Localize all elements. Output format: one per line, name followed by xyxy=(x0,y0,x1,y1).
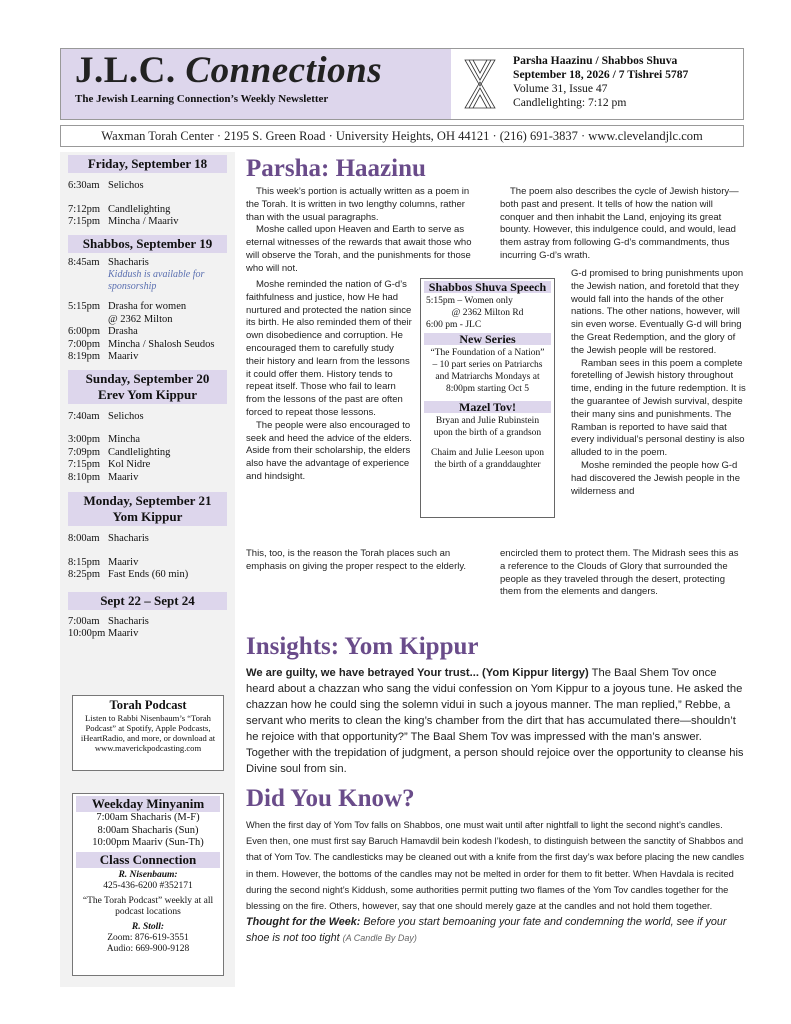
event-name: Shacharis xyxy=(108,533,149,544)
event-time: 7:00pm xyxy=(68,338,101,350)
insights-heading: Insights: Yom Kippur xyxy=(246,633,479,660)
schedule-row xyxy=(60,257,235,270)
series-title: New Series xyxy=(424,333,551,345)
day-header-friday: Friday, September 18 xyxy=(68,155,227,173)
parsha-col-right-narrow xyxy=(571,268,746,498)
event-name: Maariv xyxy=(108,628,139,639)
event-name: Maariv xyxy=(108,351,139,362)
event-time: 8:45am xyxy=(68,256,100,268)
parsha-paragraph: G-d promised to bring punishments upon the Jewish nation, and foretold that they would fall into the hands of the other nations. The other nations, however, will sin even worse. Eventually G-d will bring the Great Redemption, and the glory of the Jewish people will be restored. xyxy=(571,268,744,356)
event-time: 5:15pm xyxy=(68,301,101,312)
event-time: 7:15pm xyxy=(68,459,101,470)
event-time: 8:25pm xyxy=(68,569,101,580)
event-time: 3:00pm xyxy=(68,434,101,445)
series-body: “The Foundation of a Nation” – 10 part series on Patriarchs and Matriarchs Mondays at 8:00pm starting Oct 5 xyxy=(430,348,545,394)
parsha-paragraph: The people were also encouraged to seek and heed the advice of the elders. Aside from their scholarship, the elders also have the advantage of experience and hindsight. xyxy=(246,419,412,482)
day-subtitle: Yom Kippur xyxy=(112,509,183,524)
star-logo-icon xyxy=(451,49,509,119)
rabbi-phone: 425-436-6200 #352171 xyxy=(103,880,193,891)
schedule-row xyxy=(60,616,235,629)
schedule-row xyxy=(60,216,235,229)
day-title: Sunday, September 20 xyxy=(85,370,210,386)
issue-date: September 18, 2026 / 7 Tishrei 5787 xyxy=(513,68,689,81)
event-name: Kol Nidre xyxy=(108,459,151,470)
event-name: Shacharis xyxy=(108,256,149,268)
parsha-col-left-top xyxy=(246,186,484,276)
minyan-row: 8:00am Shacharis (Sun) xyxy=(97,824,199,836)
minyan-row: 10:00pm Maariv (Sun-Th) xyxy=(92,837,204,848)
event-name: Maariv xyxy=(108,471,139,483)
issue-volume: Volume 31, Issue 47 xyxy=(513,82,608,95)
mazel-tov-line: Bryan and Julie Rubinstein upon the birth of a grandson xyxy=(433,416,542,438)
parsha-paragraph: Moshe called upon Heaven and Earth to serve as eternal witnesses of the rewards that await those who will observe the Torah, and the punishments for those who will not. xyxy=(246,224,472,274)
event-time: 7:40am xyxy=(68,410,100,422)
did-you-know-body: When the first day of Yom Tov falls on Shabbos, one must wait until after nightfall to light the second night’s candles. Even then, one must first say Baruch Hamavdil bein kodesh l’kodesh, to distinguish between the sanctity of Shabbos and that of Yom Tov. The candlesticks may be cleaned out with a knife from the first day’s wax before placing the new candles in them. However, the bottoms of the candles may not be melted in order for them to fit better. When Havdala is recited during the second night’s Kiddush, some authorities permit putting two flames of the Yom Tov candles together for the blessing on the fire. Others, however, say that one should merely gaze at the candles and not hold them together. xyxy=(246,820,745,912)
zoom-number: Zoom: 876-619-3551 xyxy=(107,932,189,943)
event-name: Drasha for women xyxy=(108,301,187,312)
parsha-col-left-narrow xyxy=(246,279,414,484)
event-name: Selichos xyxy=(108,180,144,191)
schedule-row xyxy=(60,628,235,641)
day-header-week: Sept 22 – Sept 24 xyxy=(68,592,227,610)
schedule-row xyxy=(60,326,235,339)
title-connections: Connections xyxy=(185,50,383,91)
schedule-row xyxy=(60,569,235,582)
day-title: Monday, September 21 xyxy=(83,493,212,508)
parsha-name: Parsha Haazinu / Shabbos Shuva xyxy=(513,54,678,67)
speech-title: Shabbos Shuva Speech xyxy=(424,281,551,293)
parsha-col-right-bottom xyxy=(500,548,746,599)
schedule-row xyxy=(60,301,235,314)
event-time: 8:15pm xyxy=(68,556,101,568)
day-subtitle: Erev Yom Kippur xyxy=(98,386,197,402)
event-name: Drasha xyxy=(108,326,138,337)
insights-text: The Baal Shem Tov once heard about a chazzan who sang the vidui confession on Yom Kippur to a joyous tune. He asked the chazzan how he could sing the solemn vidui in such a joyous manner. The man replied,” Rebbe, a servant who merits to clean the king’s chamber from the dirt that has accumulated there—shouldn’t he rejoice with that opportunity?” The Baal Shem Tov was impressed with the man’s answer. Together with the trepidation of judgment, a person should rejoice over the opportunity to cleanse his Divine soul from sin. xyxy=(246,667,744,775)
kiddush-note: Kiddush is available for sponsorship xyxy=(108,269,205,292)
parsha-col-left-bottom xyxy=(246,548,484,574)
schedule-row xyxy=(60,557,235,570)
speech-line: 5:15pm – Women only xyxy=(426,296,513,306)
schedule-row xyxy=(60,533,235,546)
schedule-row xyxy=(60,314,235,327)
event-name: Shacharis xyxy=(108,615,149,627)
parsha-paragraph: The poem also describes the cycle of Jewish history— both past and present. It tells of how the nation will conquer and then inhabit the Land, enjoying its great bounty. However, this indulgence could, and would, lead them astray from following G-d’s commandments, thus incurring G-d’s wrath. xyxy=(500,186,739,261)
event-time: 10:00pm xyxy=(68,628,106,639)
parsha-paragraph: This, too, is the reason the Torah places such an emphasis on giving the proper respect to the elderly. xyxy=(246,548,467,572)
event-time: 8:10pm xyxy=(68,471,101,483)
parsha-paragraph: This week’s portion is actually written as a poem in the Torah. It is written in two lengthy columns, rather than with the usual paragraphs. xyxy=(246,186,470,223)
schedule-row xyxy=(60,447,235,460)
schedule-row xyxy=(60,434,235,447)
event-name: Mincha / Maariv xyxy=(108,216,179,227)
event-name: Candlelighting xyxy=(108,203,171,215)
event-time xyxy=(68,314,108,327)
parsha-paragraph: Moshe reminded the people how G-d had discovered the Jewish people in the wilderness and xyxy=(571,459,741,497)
thought-text: Before you start bemoaning your fate and condemning the world, see if your shoe is not too tight xyxy=(246,916,727,944)
schedule-row xyxy=(60,339,235,352)
masthead xyxy=(60,48,744,120)
schedule-row xyxy=(60,459,235,472)
event-time: 8:00am xyxy=(68,533,100,544)
rabbi-name: R. Nisenbaum: xyxy=(118,869,178,880)
schedule-row xyxy=(60,180,235,193)
podcast-title: Torah Podcast xyxy=(109,698,187,712)
minyan-box xyxy=(72,793,224,976)
announcements-box xyxy=(420,278,555,518)
class-connection-title: Class Connection xyxy=(76,852,220,868)
event-name: Mincha / Shalosh Seudos xyxy=(108,338,215,350)
minyan-row: 7:00am Shacharis (M-F) xyxy=(96,812,200,823)
masthead-title-block xyxy=(61,49,451,119)
thought-for-week xyxy=(246,915,746,946)
audio-number: Audio: 669-900-9128 xyxy=(106,943,190,954)
speech-line: @ 2362 Milton Rd xyxy=(451,308,524,318)
event-name: Selichos xyxy=(108,410,144,422)
did-you-know-heading: Did You Know? xyxy=(246,785,415,812)
event-name: Candlelighting xyxy=(108,446,171,458)
candlelighting-time: Candlelighting: 7:12 pm xyxy=(513,96,627,109)
schedule-row xyxy=(60,351,235,364)
day-header-monday xyxy=(68,492,227,526)
event-name: Fast Ends (60 min) xyxy=(108,569,189,580)
speech-line: 6:00 pm - JLC xyxy=(426,320,482,330)
mazel-tov-title: Mazel Tov! xyxy=(424,401,551,413)
podcast-note: “The Torah Podcast” weekly at all podcast locations xyxy=(82,895,214,917)
podcast-body: Listen to Rabbi Nisenbaum’s “Torah Podcast” at Spotify, Apple Podcasts, iHeartRadio, and more, or download at www.maverickpodcasting.com xyxy=(80,713,216,753)
event-time: 7:00am xyxy=(68,615,100,627)
event-name: Mincha xyxy=(108,434,141,445)
parsha-paragraph: encircled them to protect them. The Midrash sees this as a reference to the Clouds of Glory that surrounded the people as they traveled through the desert, protecting them from the elements and dangers. xyxy=(500,548,739,598)
rabbi-name: R. Stoll: xyxy=(131,921,165,932)
title-jlc: J.L.C. xyxy=(75,50,176,91)
newsletter-title xyxy=(75,51,441,91)
insights-body xyxy=(246,665,746,777)
did-you-know-section xyxy=(246,785,746,946)
day-header-sunday xyxy=(68,370,227,404)
schedule-row xyxy=(60,204,235,217)
podcast-box xyxy=(72,695,224,771)
minyan-title: Weekday Minyanim xyxy=(76,796,220,812)
thought-label: Thought for the Week: xyxy=(246,916,361,929)
event-time: 6:30am xyxy=(68,180,100,191)
schedule-row xyxy=(60,472,235,485)
day-header-shabbos: Shabbos, September 19 xyxy=(68,235,227,253)
insights-section xyxy=(246,633,746,777)
schedule-row xyxy=(60,411,235,424)
thought-source: (A Candle By Day) xyxy=(342,932,417,943)
event-time: 7:15pm xyxy=(68,216,101,227)
event-name: Maariv xyxy=(108,556,139,568)
event-time: 8:19pm xyxy=(68,351,101,362)
event-time: 7:09pm xyxy=(68,446,101,458)
parsha-paragraph: Ramban sees in this poem a complete foretelling of Jewish history throughout time, ending in the future redemption. It is the guarantee of Jewish survival, despite their many sins and punishments. The Ramban is reported to have said that every individual’s personal destiny is also alluded to in the poem. xyxy=(571,357,746,459)
event-time: 7:12pm xyxy=(68,203,101,215)
parsha-heading: Parsha: Haazinu xyxy=(246,155,426,182)
issue-info xyxy=(509,49,743,119)
newsletter-subtitle: The Jewish Learning Connection’s Weekly Newsletter xyxy=(75,93,329,105)
parsha-paragraph: Moshe reminded the nation of G-d’s faithfulness and justice, how He had nurtured and protected the nation since its birth. He also reminded them of their own disobedience and corruption. He encouraged them to carefully study their history and learn from the lessons it could offer them. History tends to repeat itself. Those who fail to learn from the lessons of the past are often forced to repeat those lessons. xyxy=(246,279,412,418)
insights-lead: We are guilty, we have betrayed Your trust... (Yom Kippur litergy) xyxy=(246,667,589,679)
mazel-tov-line: Chaim and Julie Leeson upon the birth of a granddaughter xyxy=(431,448,544,470)
address-bar: Waxman Torah Center · 2195 S. Green Road · University Heights, OH 44121 · (216) 691-3837 · www.clevelandjlc.com xyxy=(60,125,744,147)
parsha-section xyxy=(246,155,746,183)
parsha-col-right-top xyxy=(500,186,746,263)
event-time: 6:00pm xyxy=(68,326,101,337)
event-name: @ 2362 Milton xyxy=(108,313,173,325)
